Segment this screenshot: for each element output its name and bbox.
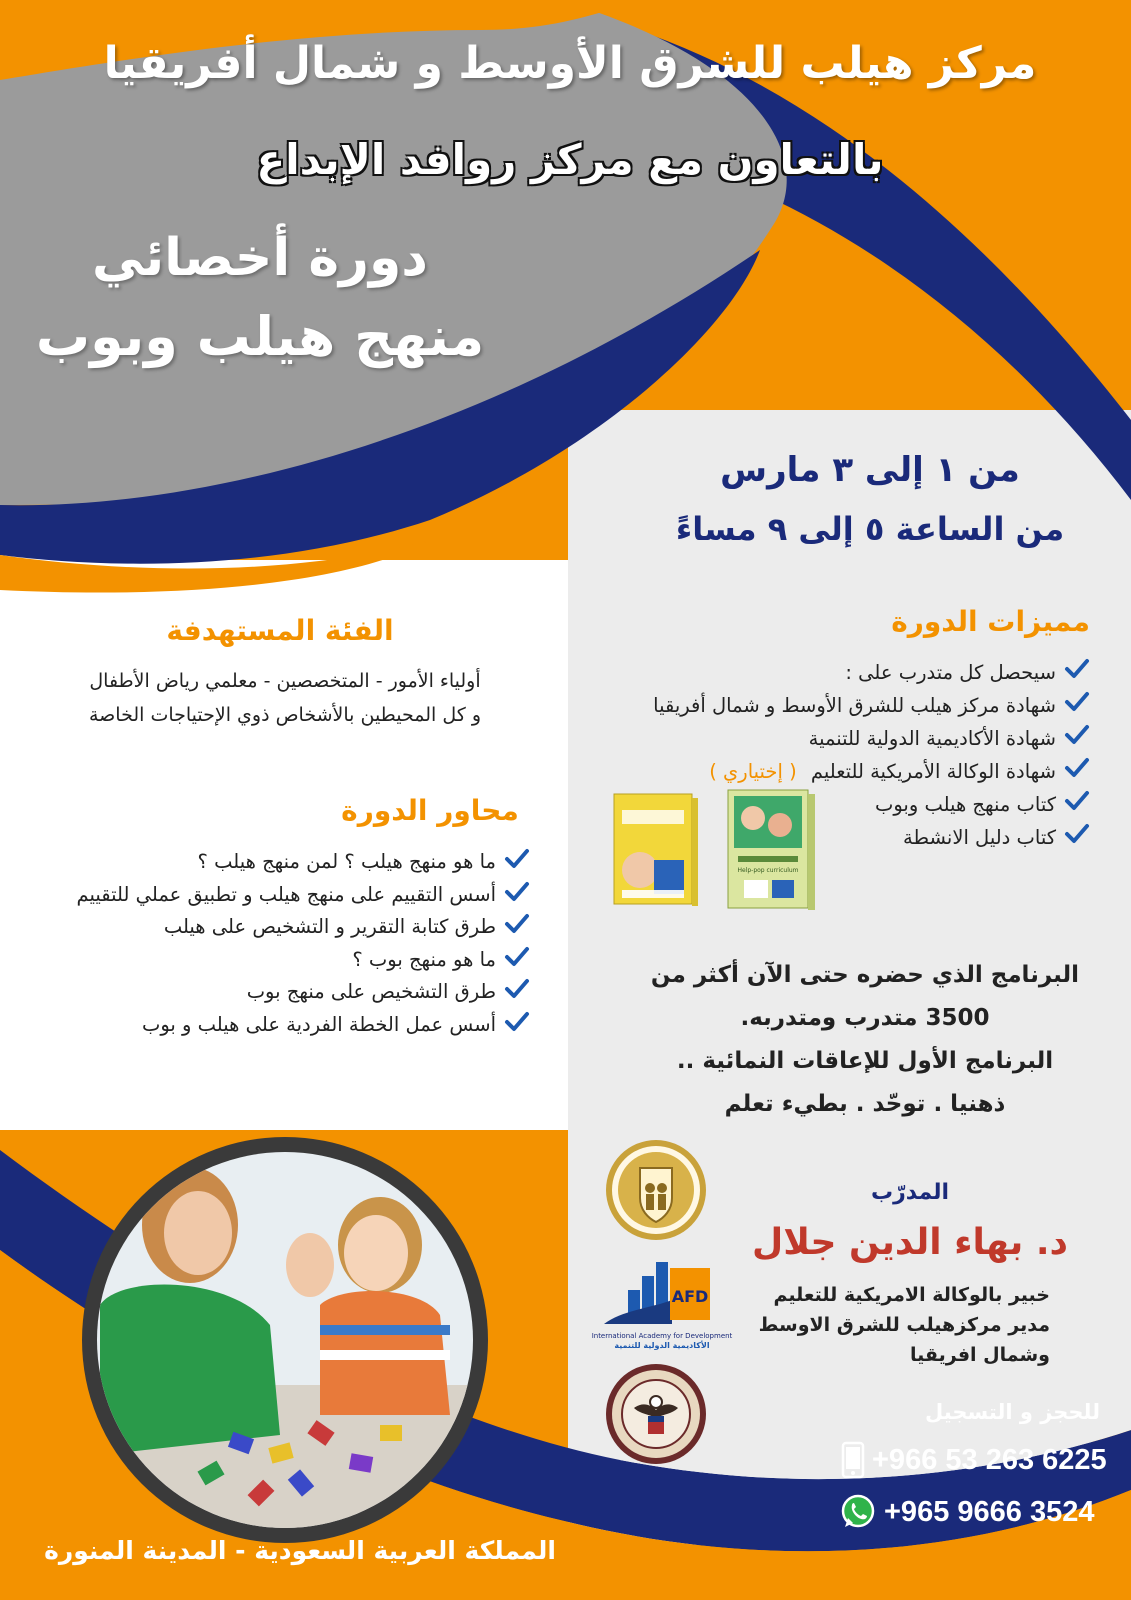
course-dates: من ١ إلى ٣ مارس	[720, 450, 1020, 490]
target-heading: الفئة المستهدفة	[166, 614, 394, 647]
topic-item	[40, 879, 530, 912]
topic-item	[40, 976, 530, 1009]
check-icon	[1064, 788, 1090, 814]
target-line-1: أولياء الأمور - المتخصصين - معلمي رياض الأطفال	[89, 670, 481, 692]
target-text	[20, 664, 550, 732]
topic-text: أسس عمل الخطة الفردية على هيلب و بوب	[141, 1012, 496, 1036]
feature-item	[580, 656, 1090, 689]
check-icon	[504, 1009, 530, 1035]
feature-text: كتاب دليل الانشطة	[903, 826, 1056, 849]
footer-location: المملكة العربية السعودية - المدينة المنورة	[44, 1536, 556, 1565]
american-agency-seal-logo	[604, 1362, 708, 1466]
feature-text: كتاب منهج هيلب وبوب	[874, 793, 1056, 816]
check-icon	[1064, 755, 1090, 781]
topic-text: ما هو منهج هيلب ؟ لمن منهج هيلب ؟	[197, 850, 496, 873]
feature-item	[580, 689, 1090, 722]
program-line-1: البرنامج الذي حضره حتى الآن أكثر من	[650, 962, 1080, 988]
booking-label: للحجز و التسجيل	[925, 1400, 1100, 1424]
check-icon	[1064, 821, 1090, 847]
feature-item	[580, 722, 1090, 755]
check-icon	[504, 944, 530, 970]
topic-text: طرق كتابة التقرير و التشخيص على هيلب	[163, 915, 496, 938]
check-icon	[504, 879, 530, 905]
topic-text: ما هو منهج بوب ؟	[352, 947, 496, 971]
whatsapp-icon	[840, 1494, 876, 1530]
check-icon	[504, 911, 530, 937]
trainer-desc-2: مدير مركزهيلب للشرق الاوسط	[758, 1314, 1050, 1336]
topic-item	[40, 911, 530, 944]
check-icon	[504, 846, 530, 872]
phone-row[interactable]	[842, 1442, 1107, 1478]
book1-title: Help-pop curriculum	[737, 867, 799, 874]
book-activities-guide	[614, 794, 698, 906]
trainer-desc-3: وشمال افريقيا	[910, 1344, 1050, 1366]
topic-text: طرق التشخيص على منهج بوب	[246, 980, 496, 1003]
afd-academy-logo	[591, 1250, 733, 1350]
books-image	[608, 790, 828, 930]
course-title-line1: دورة أخصائي	[92, 228, 428, 288]
feature-text: سيحصل كل متدرب على :	[845, 661, 1056, 684]
topic-item	[40, 846, 530, 879]
topic-item	[40, 1009, 530, 1042]
whatsapp-row[interactable]	[840, 1494, 1094, 1530]
program-line-3: البرنامج الأول للإعاقات النمائية ..	[676, 1048, 1054, 1074]
feature-text: شهادة مركز هيلب للشرق الأوسط و شمال أفريقيا	[653, 694, 1056, 717]
program-line-4: ذهنيا . توحّد . بطيء تعلم	[724, 1091, 1006, 1117]
topic-text: أسس التقييم على منهج هيلب و تطبيق عملي للتقييم	[76, 882, 496, 906]
partnership-subtitle: بالتعاون مع مركز روافد الإبداع	[256, 135, 884, 184]
whatsapp-number[interactable]: +965 9666 3524	[884, 1495, 1095, 1528]
trainer-description	[740, 1280, 1050, 1370]
feature-optional-note: ( إختياري )	[709, 760, 797, 783]
check-icon	[1064, 722, 1090, 748]
check-icon	[504, 976, 530, 1002]
phone-number[interactable]: +966 53 263 6225	[872, 1443, 1107, 1476]
help-center-seal-logo	[604, 1138, 708, 1242]
check-icon	[1064, 689, 1090, 715]
feature-text: شهادة الأكاديمية الدولية للتنمية	[808, 727, 1056, 750]
book-help-pop-curriculum	[728, 790, 815, 910]
features-heading: مميزات الدورة	[891, 605, 1090, 638]
check-icon	[1064, 656, 1090, 682]
course-title-line2: منهج هيلب وبوب	[35, 305, 485, 368]
trainer-label: المدرّب	[870, 1180, 950, 1205]
mobile-phone-icon	[842, 1442, 864, 1478]
topics-list	[40, 846, 530, 1041]
feature-text: شهادة الوكالة الأمريكية للتعليم	[810, 760, 1056, 783]
teacher-child-photo	[80, 1135, 490, 1545]
center-title: مركز هيلب للشرق الأوسط و شمال أفريقيا	[103, 38, 1037, 89]
trainer-desc-1: خبير بالوكالة الامريكية للتعليم	[773, 1284, 1050, 1306]
topic-item	[40, 944, 530, 977]
afd-logo-mark: AFD	[671, 1287, 709, 1306]
target-line-2: و كل المحيطين بالأشخاص ذوي الإحتياجات الخاصة	[88, 704, 482, 726]
afd-logo-name-ar: الأكاديمية الدولية للتنمية	[614, 1341, 710, 1350]
program-info	[640, 954, 1090, 1126]
program-line-2: 3500 متدرب ومتدربه.	[740, 1005, 990, 1031]
topics-heading: محاور الدورة	[341, 794, 519, 827]
trainer-name: د. بهاء الدين جلال	[751, 1222, 1069, 1263]
afd-logo-name: International Academy for Development	[591, 1332, 733, 1340]
course-time: من الساعة ٥ إلى ٩ مساءً	[675, 510, 1065, 548]
feature-item	[580, 755, 1090, 788]
